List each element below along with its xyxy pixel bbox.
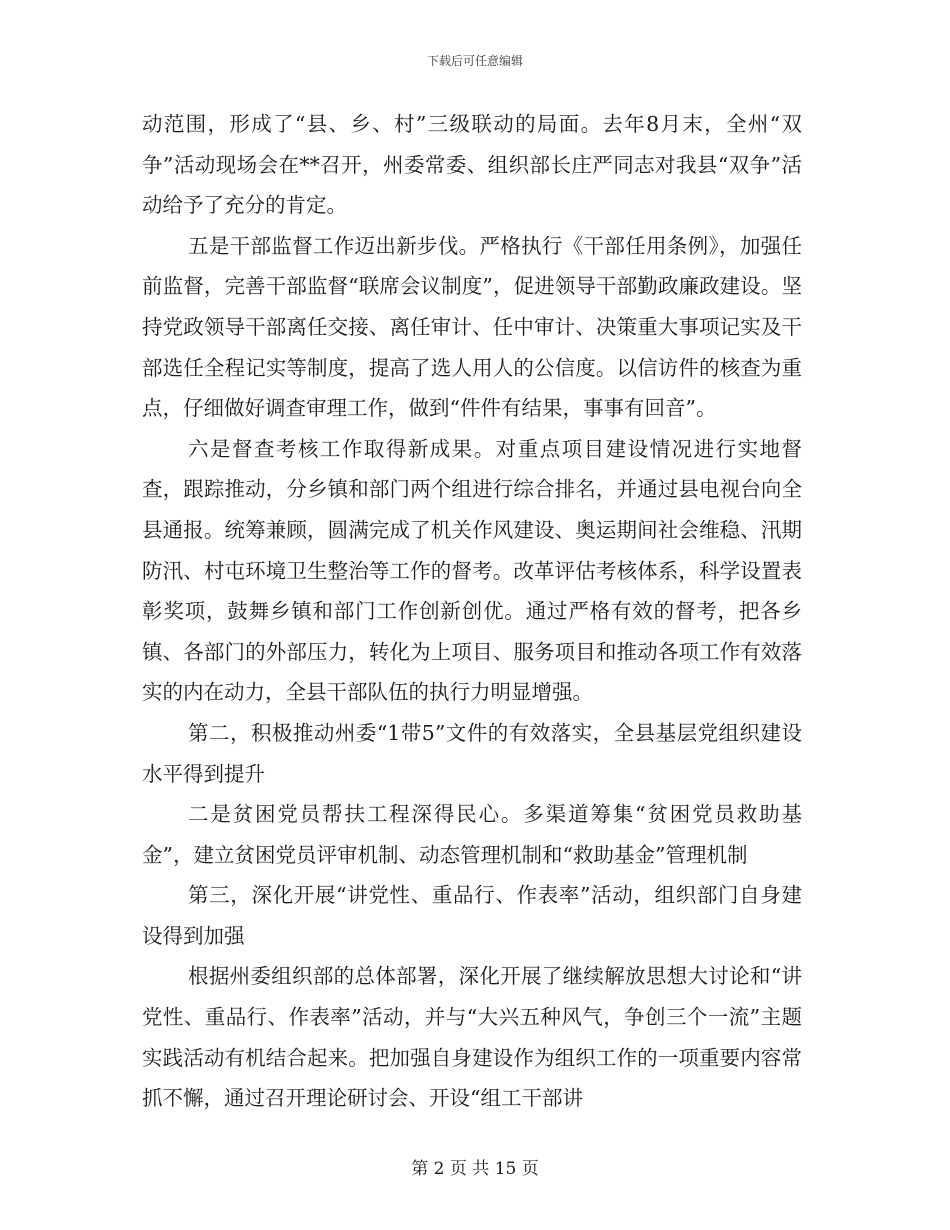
section-heading-2: 第二，积极推动州委“1带5”文件的有效落实，全县基层党组织建设水平得到提升 — [142, 720, 802, 786]
page-number: 第 2 页 共 15 页 — [411, 1159, 539, 1179]
paragraph-2: 五是干部监督工作迈出新步伐。严格执行《干部任用条例》，加强任前监督，完善干部监督“联席会议制度”，促进领导干部勤政廉政建设。坚持党政领导干部离任交接、离任审计、任中审计、决策重大事项记实及干部选任全程记实等制度，提高了选人用人的公信度。以信访件的核查为重点，仔细做好调查审理工作，做到“件件有结果，事事有回音”。 — [142, 233, 802, 421]
paragraph-3: 六是督查考核工作取得新成果。对重点项目建设情况进行实地督查，跟踪推动，分乡镇和部门两个组进行综合排名，并通过县电视台向全县通报。统筹兼顾，圆满完成了机关作风建设、奥运期间社会维稳、汛期防汛、村屯环境卫生整治等工作的督考。改革评估考核体系，科学设置表彰奖项，鼓舞乡镇和部门工作创新创优。通过严格有效的督考，把各乡镇、各部门的外部压力，转化为上项目、服务项目和推动各项工作有效落实的内在动力，全县干部队伍的执行力明显增强。 — [142, 436, 802, 705]
paragraph-4: 二是贫困党员帮扶工程深得民心。多渠道筹集“贫困党员救助基金”，建立贫困党员评审机制、动态管理机制和“救助基金”管理机制 — [142, 802, 802, 867]
page-header: 下载后可任意编辑 — [426, 54, 523, 68]
paragraph-1: 动范围，形成了“县、乡、村”三级联动的局面。去年8月末，全州“双争”活动现场会在**召开，州委常委、组织部长庄严同志对我县“双争”活动给予了充分的肯定。 — [142, 112, 802, 218]
document-body — [142, 104, 802, 1119]
paragraph-5: 根据州委组织部的总体部署，深化开展了继续解放思想大讨论和“讲党性、重品行、作表率”活动，并与“大兴五种风气，争创三个一流”主题实践活动有机结合起来。把加强自身建设作为组织工作的一项重要内容常抓不懈，通过召开理论研讨会、开设“组工干部讲 — [142, 964, 802, 1111]
section-heading-3: 第三，深化开展“讲党性、重品行、作表率”活动，组织部门自身建设得到加强 — [142, 883, 802, 948]
